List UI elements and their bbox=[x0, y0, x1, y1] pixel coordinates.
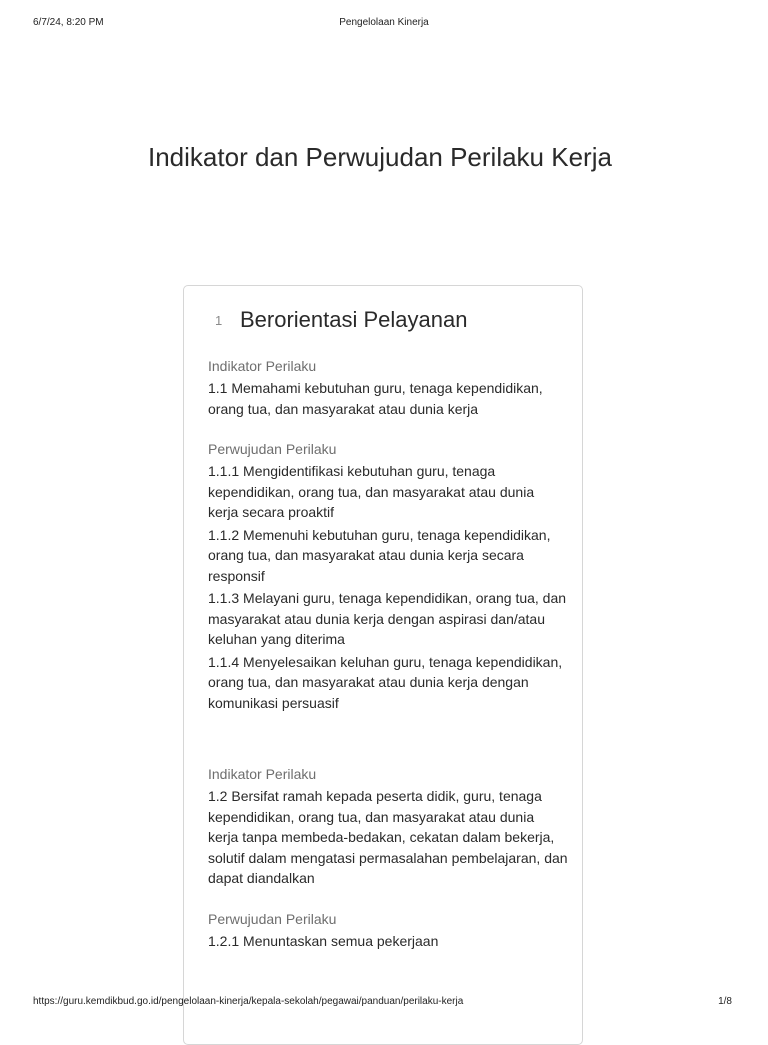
behavior-block bbox=[208, 764, 568, 951]
page-url: https://guru.kemdikbud.go.id/pengelolaan-kinerja/kepala-sekolah/pegawai/panduan/perilaku-kerja bbox=[33, 996, 464, 1007]
realization-item: 1.2.1 Menuntaskan semua pekerjaan bbox=[208, 932, 439, 949]
section-card bbox=[183, 285, 583, 1045]
realization-item: 1.1.1 Mengidentifikasi kebutuhan guru, tenaga kependidikan, orang tua, dan masyarakat atau dunia kerja secara proaktif bbox=[208, 463, 535, 520]
page-title: Indikator dan Perwujudan Perilaku Kerja bbox=[148, 142, 612, 172]
indicator-text: 1.2 Bersifat ramah kepada peserta didik, guru, tenaga kependidikan, orang tua, dan masyarakat atau dunia kerja tanpa membeda-bedakan, cekatan dalam bekerja, solutif dalam mengatasi permasalahan pembelajaran, dan dapat diandalkan bbox=[208, 788, 568, 886]
realization-label: Perwujudan Perilaku bbox=[208, 910, 337, 927]
section-content bbox=[208, 356, 568, 951]
realization-item: 1.1.3 Melayani guru, tenaga kependidikan, orang tua, dan masyarakat atau dunia kerja dengan aspirasi dan/atau keluhan yang diterima bbox=[208, 590, 567, 647]
indicator-text: 1.1 Memahami kebutuhan guru, tenaga kependidikan, orang tua, dan masyarakat atau dunia kerja bbox=[208, 380, 543, 417]
realization-label: Perwujudan Perilaku bbox=[208, 441, 337, 457]
page-number: 1/8 bbox=[718, 996, 732, 1007]
realization-item: 1.1.2 Memenuhi kebutuhan guru, tenaga kependidikan, orang tua, dan masyarakat atau dunia kerja secara responsif bbox=[208, 526, 551, 584]
section-number: 1 bbox=[215, 313, 223, 328]
behavior-block bbox=[208, 356, 568, 713]
indicator-label: Indikator Perilaku bbox=[208, 766, 317, 782]
realization-item: 1.1.4 Menyelesaikan keluhan guru, tenaga kependidikan, orang tua, dan masyarakat atau dunia kerja dengan komunikasi persuasif bbox=[208, 653, 563, 711]
indicator-label: Indikator Perilaku bbox=[208, 358, 317, 374]
print-date: 6/7/24, 8:20 PM bbox=[33, 17, 104, 28]
print-footer bbox=[33, 996, 735, 1010]
print-header bbox=[33, 17, 735, 31]
print-document-title: Pengelolaan Kinerja bbox=[339, 17, 429, 28]
section-title: Berorientasi Pelayanan bbox=[240, 307, 468, 332]
